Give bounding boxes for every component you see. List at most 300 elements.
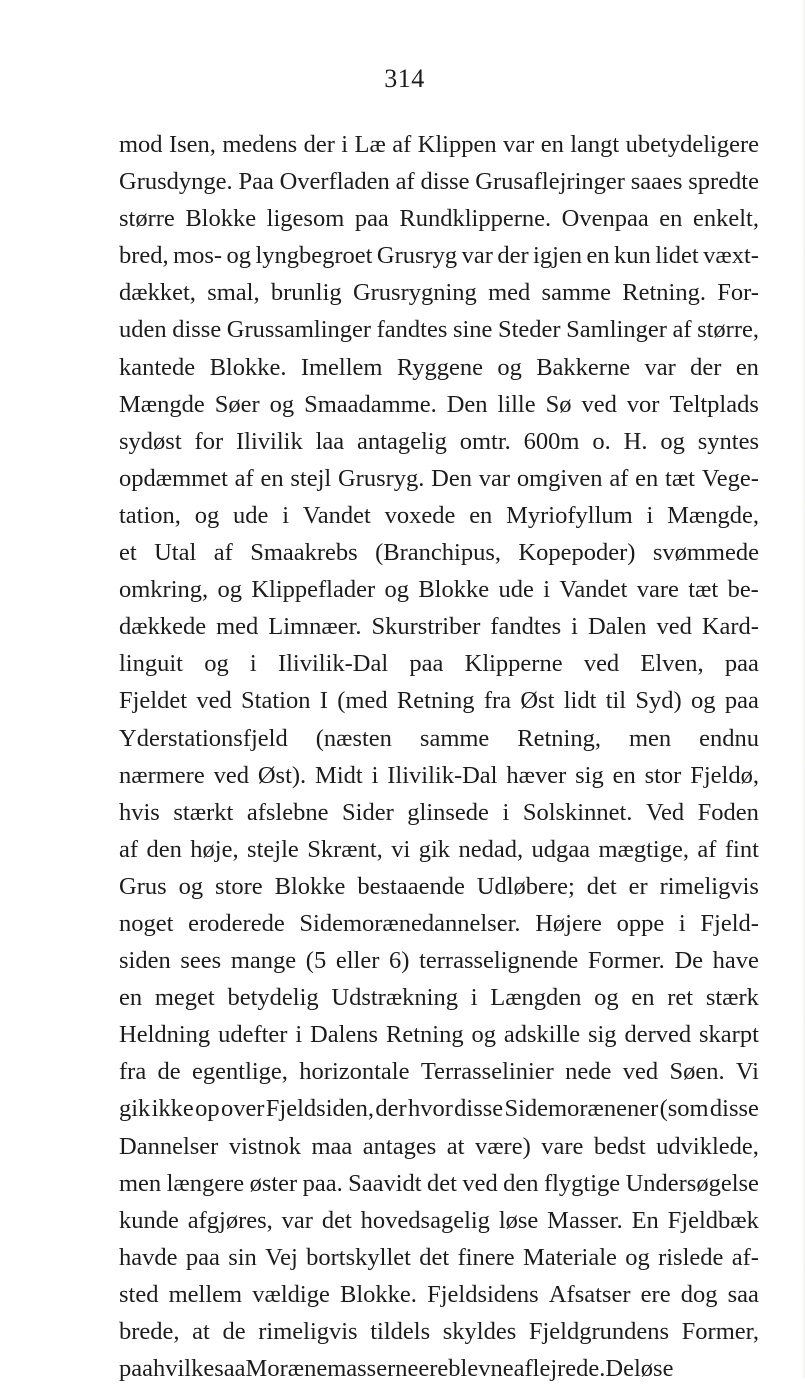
word: Smaakrebs xyxy=(250,539,358,567)
word: store xyxy=(215,872,263,900)
word: af xyxy=(234,464,254,492)
word: Fjeldet xyxy=(119,687,188,715)
word: og xyxy=(194,501,220,529)
word: laa xyxy=(315,427,345,455)
word: Dalen xyxy=(587,613,647,641)
text-line xyxy=(119,1202,759,1239)
word: det xyxy=(419,1243,450,1271)
word: sydøst xyxy=(119,427,182,455)
word: Udløbere; xyxy=(476,872,575,900)
word: og xyxy=(269,390,295,418)
word: ved xyxy=(622,1058,659,1086)
word: Fjeldbæk xyxy=(667,1206,759,1234)
word: Skurstriber xyxy=(371,613,481,641)
word: mod xyxy=(119,131,163,158)
word: et xyxy=(119,539,137,567)
word: ved xyxy=(213,761,249,789)
word: hvis xyxy=(119,798,160,826)
word: Blokke xyxy=(185,205,257,233)
word: og xyxy=(594,984,619,1012)
word: brunlig xyxy=(270,279,342,307)
word: maa xyxy=(311,1132,353,1160)
word: disse xyxy=(172,316,222,344)
word: og xyxy=(497,353,522,381)
word: var xyxy=(478,464,511,492)
word: hvilke xyxy=(153,1355,215,1383)
text-line xyxy=(119,200,759,237)
word: i xyxy=(571,613,578,641)
word: det xyxy=(321,1206,352,1234)
word: adskille xyxy=(503,1021,581,1049)
word: Søen. xyxy=(669,1058,725,1086)
word: terrasselignende xyxy=(419,947,579,975)
text-line xyxy=(119,1276,759,1313)
word: en xyxy=(586,242,610,270)
word: langt xyxy=(570,131,620,158)
text-line xyxy=(119,1165,759,1202)
text-line xyxy=(119,682,759,719)
word: lidet xyxy=(655,242,699,270)
word: Kopepoder) xyxy=(518,539,636,567)
word: sin xyxy=(228,1243,257,1271)
word: Sidemorænedannelser. xyxy=(299,909,521,937)
text-line xyxy=(119,534,759,571)
word: For- xyxy=(717,279,759,307)
word: der xyxy=(375,1095,407,1123)
word: horizontale xyxy=(299,1058,410,1086)
word: Retning. xyxy=(622,279,706,307)
word: Former, xyxy=(681,1318,759,1345)
word: Blokke xyxy=(274,872,346,900)
word: lyngbegroet xyxy=(255,242,373,270)
word: for xyxy=(194,427,224,455)
word: Utal xyxy=(154,539,197,567)
word: var xyxy=(503,131,535,158)
word: Samlinger xyxy=(566,316,667,344)
word: ved xyxy=(581,390,617,418)
word: omtr. xyxy=(459,427,511,455)
text-line xyxy=(119,163,759,200)
word: (5 xyxy=(305,947,327,975)
word: dækkede xyxy=(119,613,207,641)
word: Heldning xyxy=(119,1021,211,1049)
word: Blokke. xyxy=(209,353,287,381)
word: Søer xyxy=(214,390,260,418)
word: med xyxy=(216,613,259,641)
word: dog xyxy=(680,1280,718,1308)
word: Retning xyxy=(396,687,475,715)
word: endnu xyxy=(699,724,759,752)
word: Blokke xyxy=(418,576,490,604)
word: i xyxy=(470,984,478,1012)
word: be- xyxy=(727,576,759,604)
word: Sidemorænener xyxy=(504,1095,659,1123)
word: Mængde xyxy=(119,390,205,418)
word: Yderstationsfjeld xyxy=(119,724,288,752)
word: lille xyxy=(497,390,536,418)
text-line xyxy=(119,1016,759,1053)
word: Ilivilik-Dal xyxy=(277,650,389,678)
word: sig xyxy=(587,1021,617,1049)
word: kun xyxy=(614,242,651,270)
word: Ryggene xyxy=(396,353,483,381)
word: en xyxy=(119,984,143,1012)
word: paa xyxy=(354,205,389,233)
word: stejl xyxy=(290,464,332,492)
text-line xyxy=(119,1090,759,1127)
word: en xyxy=(631,984,655,1012)
word: eroderede xyxy=(188,909,285,937)
word: ere xyxy=(640,1280,671,1308)
word: aflejrede. xyxy=(513,1355,606,1383)
word: den xyxy=(503,1169,539,1197)
word: 6) xyxy=(389,947,410,975)
word: I xyxy=(319,687,328,715)
word: med xyxy=(488,279,531,307)
word: Fjeldgrundens xyxy=(528,1318,670,1345)
word: paa xyxy=(724,650,759,678)
word: Retning, xyxy=(517,724,601,752)
word: de xyxy=(157,1058,181,1086)
word: Vandet xyxy=(559,576,628,604)
word: kantede xyxy=(119,353,196,381)
word: en xyxy=(612,761,636,789)
word: paa xyxy=(724,687,759,715)
word: en xyxy=(469,501,493,529)
word: medens xyxy=(222,131,298,158)
word: i xyxy=(543,576,550,604)
word: (næsten xyxy=(315,724,392,752)
word: Øst xyxy=(520,687,555,715)
word: gik xyxy=(418,835,451,863)
word: samme xyxy=(419,724,490,752)
word: i xyxy=(282,501,289,529)
text-line xyxy=(119,571,759,608)
word: Kard- xyxy=(701,613,759,641)
word: af xyxy=(697,835,717,863)
word: og xyxy=(660,427,685,455)
word: saa xyxy=(214,1355,246,1383)
word: tæt xyxy=(665,464,695,492)
word: ved xyxy=(583,650,620,678)
word: saa xyxy=(727,1280,759,1308)
word: Saavidt xyxy=(348,1169,422,1197)
word: mange xyxy=(230,947,297,975)
word: bred, xyxy=(119,242,169,270)
word: Midt xyxy=(315,761,363,789)
word: var xyxy=(644,353,676,381)
word: af xyxy=(609,464,629,492)
text-line xyxy=(119,386,759,423)
word: men xyxy=(119,1169,162,1197)
word: kunde xyxy=(119,1206,179,1234)
word: skarpt xyxy=(699,1021,759,1049)
word: (som xyxy=(659,1095,709,1123)
word: udviklede, xyxy=(656,1132,759,1160)
text-line xyxy=(119,1053,759,1090)
word: Syd) xyxy=(635,687,682,715)
word: mægtige, xyxy=(598,835,689,863)
word: Vege- xyxy=(701,464,759,492)
word: sees xyxy=(180,947,222,975)
word: og xyxy=(471,1021,496,1049)
word: bedst xyxy=(593,1132,646,1160)
word: en xyxy=(735,353,759,381)
text-line xyxy=(119,608,759,645)
word: Skrænt, xyxy=(307,835,383,863)
text-line xyxy=(119,126,759,163)
word: dækket, xyxy=(119,279,196,307)
word: over xyxy=(220,1095,265,1123)
word: og xyxy=(625,1243,650,1271)
word: Rundklipperne. xyxy=(399,205,552,233)
word: af xyxy=(213,539,233,567)
word: Længden xyxy=(490,984,582,1012)
word: fandtes xyxy=(376,316,448,344)
word: øster xyxy=(249,1169,298,1197)
word: nærmere xyxy=(119,761,205,789)
word: Fjeldsiden, xyxy=(265,1095,375,1123)
word: smal, xyxy=(207,279,260,307)
word: Myriofyllum xyxy=(506,501,633,529)
page-number: 314 xyxy=(384,64,425,93)
word: ikke xyxy=(151,1095,194,1123)
word: eller xyxy=(335,947,380,975)
word: i xyxy=(371,761,379,789)
word: var xyxy=(281,1206,313,1234)
word: udgaa xyxy=(531,835,591,863)
word: opdæmmet xyxy=(119,464,228,492)
word: Læ xyxy=(354,131,386,158)
word: Højere xyxy=(535,909,602,937)
body-text xyxy=(119,126,759,1387)
text-line xyxy=(119,1313,759,1350)
word: af xyxy=(392,131,412,158)
word: Dalens xyxy=(310,1021,379,1049)
word: ved xyxy=(656,613,692,641)
word: i xyxy=(295,1021,303,1049)
word: op xyxy=(195,1095,220,1123)
text-line xyxy=(119,942,759,979)
word: nede xyxy=(565,1058,612,1086)
word: de xyxy=(222,1318,246,1345)
word: Blokke. xyxy=(340,1280,417,1308)
word: Den xyxy=(431,464,472,492)
word: ere xyxy=(418,1355,449,1383)
word: ude xyxy=(498,576,534,604)
word: Retning xyxy=(385,1021,464,1049)
word: flygtige xyxy=(543,1169,621,1197)
word: Materiale xyxy=(523,1243,617,1271)
word: igjen xyxy=(533,242,583,270)
word: skyldes xyxy=(442,1318,517,1345)
word: mellem xyxy=(168,1280,243,1308)
text-line xyxy=(119,460,759,497)
word: blevne xyxy=(448,1355,514,1383)
word: have xyxy=(712,947,759,975)
word: De xyxy=(674,947,704,975)
word: større xyxy=(119,205,175,233)
word: af xyxy=(672,316,692,344)
word: disse xyxy=(454,1095,504,1123)
word: sine xyxy=(452,316,493,344)
word: Mængde, xyxy=(667,501,759,529)
word: Afsatser xyxy=(548,1280,631,1308)
word: meget xyxy=(154,984,215,1012)
text-line xyxy=(119,720,759,757)
word: Dannelser xyxy=(119,1132,219,1160)
text-line xyxy=(119,349,759,386)
word: og xyxy=(178,872,204,900)
word: og xyxy=(204,650,229,678)
word: høje, xyxy=(190,835,239,863)
word: omkring, xyxy=(119,576,209,604)
word: Morænemasserne xyxy=(245,1355,419,1383)
word: tation, xyxy=(119,501,181,529)
word: Ovenpaa xyxy=(561,205,649,233)
word: linguit xyxy=(119,650,183,678)
word: voxede xyxy=(384,501,456,529)
word: hvor xyxy=(407,1095,453,1123)
word: det xyxy=(427,1169,457,1197)
word: afgjøres, xyxy=(187,1206,273,1234)
word: men xyxy=(628,724,672,752)
word: noget xyxy=(119,909,174,937)
word: Fjeld- xyxy=(700,909,759,937)
word: hæver xyxy=(506,761,567,789)
word: Bakkerne xyxy=(536,353,631,381)
word: ubetydeligere xyxy=(625,131,759,158)
word: De xyxy=(605,1355,634,1383)
text-line xyxy=(119,423,759,460)
word: o. xyxy=(592,427,611,455)
word: længere xyxy=(166,1169,245,1197)
word: fint xyxy=(724,835,759,863)
word: sted xyxy=(119,1280,159,1308)
word: i xyxy=(341,131,349,158)
word: Fjeldsidens xyxy=(427,1280,539,1308)
word: væxt- xyxy=(703,242,759,270)
word: rimeligvis xyxy=(258,1318,358,1345)
word: en xyxy=(635,464,659,492)
word: den xyxy=(146,835,182,863)
word: ved xyxy=(462,1169,498,1197)
word: at xyxy=(446,1132,465,1160)
text-line xyxy=(119,237,759,274)
word: Grusrygning xyxy=(352,279,477,307)
word: tildels xyxy=(370,1318,431,1345)
word: Grusryg xyxy=(376,242,458,270)
word: havde xyxy=(119,1243,178,1271)
word: enkelt, xyxy=(692,205,759,233)
word: paa xyxy=(185,1243,220,1271)
word: spredte xyxy=(688,168,759,196)
word: og xyxy=(226,242,252,270)
word: Isen, xyxy=(168,131,216,158)
word: gik xyxy=(119,1095,151,1123)
word: H. xyxy=(623,427,648,455)
word: var xyxy=(461,242,493,270)
word: Ved xyxy=(645,798,685,826)
word: af xyxy=(395,168,415,196)
word: afslebne xyxy=(246,798,329,826)
word: fra xyxy=(483,687,512,715)
text-line xyxy=(119,1128,759,1165)
word: svømmede xyxy=(652,539,759,567)
word: tæt xyxy=(688,576,719,604)
word: Grusaflejringer xyxy=(475,168,625,196)
word: og xyxy=(217,576,242,604)
word: stærk xyxy=(705,984,759,1012)
text-line xyxy=(119,1350,759,1387)
word: større, xyxy=(697,316,759,344)
word: stejle xyxy=(247,835,299,863)
text-line xyxy=(119,645,759,682)
word: brede, xyxy=(119,1318,180,1345)
word: i xyxy=(678,909,686,937)
word: vistnok xyxy=(228,1132,301,1160)
word: ligesom xyxy=(266,205,345,233)
text-line xyxy=(119,979,759,1016)
word: bortskyllet xyxy=(306,1243,411,1271)
word: antagelig xyxy=(357,427,447,455)
word: finere xyxy=(457,1243,515,1271)
word: Paa xyxy=(238,168,274,196)
word: til xyxy=(605,687,627,715)
word: Sø xyxy=(545,390,572,418)
text-line xyxy=(119,868,759,905)
word: lidt xyxy=(563,687,597,715)
word: fra xyxy=(119,1058,147,1086)
word: omgiven xyxy=(516,464,603,492)
text-line xyxy=(119,831,759,868)
word: Former. xyxy=(587,947,665,975)
text-line xyxy=(119,274,759,311)
word: vare xyxy=(541,1132,584,1160)
word: Den xyxy=(446,390,488,418)
word: stor xyxy=(644,761,682,789)
word: rislede xyxy=(658,1243,724,1271)
word: antages xyxy=(362,1132,437,1160)
word: en xyxy=(659,205,683,233)
word: Vej xyxy=(265,1243,298,1271)
word: vældige xyxy=(252,1280,330,1308)
word: i xyxy=(646,501,654,529)
word: vare xyxy=(636,576,679,604)
word: fandtes xyxy=(490,613,562,641)
word: disse xyxy=(709,1095,759,1123)
word: en xyxy=(540,131,564,158)
word: være) xyxy=(474,1132,531,1160)
text-line xyxy=(119,757,759,794)
word: Grus xyxy=(119,872,167,900)
word: Steder xyxy=(497,316,561,344)
text-line xyxy=(119,794,759,831)
word: 600m xyxy=(523,427,580,455)
word: det xyxy=(586,872,617,900)
word: og xyxy=(384,576,409,604)
word: af- xyxy=(731,1243,759,1271)
word: Limnæer. xyxy=(268,613,362,641)
word: betydelig xyxy=(227,984,319,1012)
word: Vi xyxy=(735,1058,759,1086)
word: Klipperne xyxy=(464,650,563,678)
word: ret xyxy=(667,984,694,1012)
word: Vandet xyxy=(302,501,371,529)
word: (med xyxy=(337,687,388,715)
word: oppe xyxy=(616,909,665,937)
word: Ilivilik xyxy=(236,427,303,455)
